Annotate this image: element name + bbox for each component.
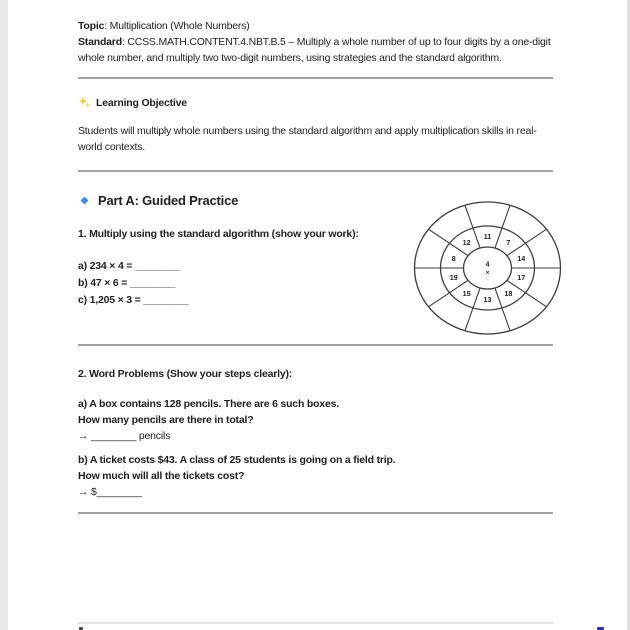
q2-prompt: 2. Word Problems (Show your steps clearly): bbox=[78, 368, 293, 380]
answer-line: → $________ bbox=[78, 486, 142, 498]
q1-item: a) 234 × 4 = ________ bbox=[78, 260, 181, 272]
multiplication-wheel-svg bbox=[406, 197, 569, 340]
divider-faint bbox=[78, 622, 553, 624]
svg-text:19: 19 bbox=[449, 273, 458, 283]
divider bbox=[78, 512, 553, 514]
objective-body: Students will multiply whole numbers using the standard algorithm and apply multiplication skills in real-world contexts. bbox=[78, 125, 537, 153]
answer-line: → ________ pencils bbox=[78, 430, 171, 442]
cutoff-icon-fragment bbox=[597, 627, 604, 630]
q1-item: c) 1,205 × 3 = ________ bbox=[78, 294, 189, 306]
problem-question: How much will all the tickets cost? bbox=[78, 470, 245, 482]
svg-text:18: 18 bbox=[504, 288, 513, 298]
svg-text:12: 12 bbox=[462, 238, 471, 248]
problem-statement: a) A box contains 128 pencils. There are 6 such boxes. bbox=[78, 398, 339, 410]
q1-items bbox=[78, 258, 188, 309]
problem-statement: b) A ticket costs $43. A class of 25 students is going on a field trip. bbox=[78, 454, 396, 466]
part-a-heading-row bbox=[78, 193, 238, 208]
svg-text:×: × bbox=[485, 269, 490, 277]
standard-label: Standard bbox=[78, 36, 122, 48]
standard-line bbox=[78, 34, 553, 66]
multiplication-wheel bbox=[406, 197, 569, 340]
svg-text:11: 11 bbox=[483, 232, 492, 241]
svg-text:13: 13 bbox=[483, 295, 492, 304]
word-problem-a bbox=[78, 396, 339, 444]
word-problem-b bbox=[78, 452, 395, 500]
divider bbox=[78, 170, 553, 172]
objective-heading-row bbox=[78, 95, 187, 111]
sparkles-icon bbox=[78, 96, 91, 109]
q1-item: b) 47 × 6 = ________ bbox=[78, 277, 175, 289]
topic-text: : Multiplication (Whole Numbers) bbox=[104, 20, 250, 32]
svg-text:17: 17 bbox=[517, 273, 526, 283]
problem-question: How many pencils are there in total? bbox=[78, 414, 254, 426]
q1-prompt: 1. Multiply using the standard algorithm (show your work): bbox=[78, 228, 359, 240]
topic-line bbox=[78, 18, 250, 34]
divider bbox=[78, 77, 553, 79]
svg-text:15: 15 bbox=[462, 288, 471, 298]
svg-text:8: 8 bbox=[451, 253, 456, 263]
cutoff-text-fragment bbox=[79, 627, 83, 630]
blue-diamond-icon bbox=[81, 197, 89, 205]
svg-text:7: 7 bbox=[506, 238, 511, 248]
window-edge-left bbox=[0, 0, 8, 630]
standard-text: : CCSS.MATH.CONTENT.4.NBT.B.5 – Multiply a whole number of up to four digits by a one-digit whole number, and multiply two two-digit numbers, using strategies and the standard algorithm. bbox=[78, 36, 551, 64]
part-a-heading: Part A: Guided Practice bbox=[98, 193, 239, 208]
svg-text:14: 14 bbox=[517, 253, 526, 263]
svg-text:4: 4 bbox=[485, 259, 490, 269]
topic-label: Topic bbox=[78, 20, 105, 32]
objective-heading: Learning Objective bbox=[96, 97, 187, 109]
divider bbox=[78, 344, 553, 346]
